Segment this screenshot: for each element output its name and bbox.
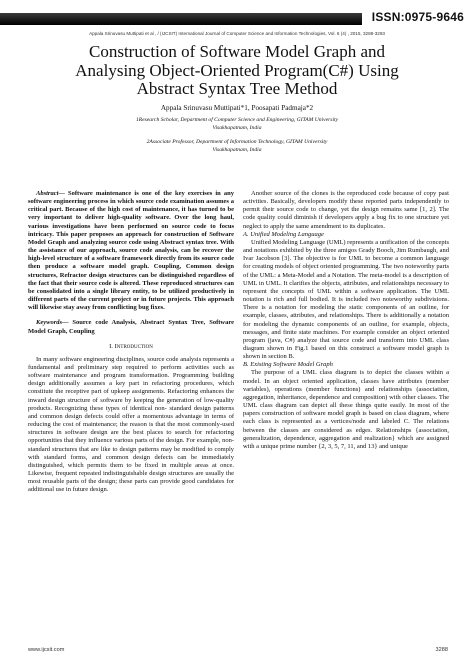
intro-paragraph: In many software engineering disciplines, source code analysis represents a fundamental and preliminary step required to perform activities such as software maintenance and program transformation. Programming building design additionally assumes a key part in refactoring procedures, which constitute the receptive part of upkeep assignments. Refactoring enhances the inward design structure of software by keeping the generation of low-quality products. Recognizing these types of identical non- standard design patterns and common design defects could offer a momentous advantage in terms of reducing the cost of maintenance; the reason is that the most commonly-used structures in software design are the best places to search for refactoring opportunities that they influence various parts of the design. For example, non-standard structures that are like to design patterns may be modified to comply with standard forms, and common design defects can be immediately distinguished, which permits them to be fixed in multiple areas at once. Likewise, frequent repeated indistinguishable design structures are usually the most reusable parts of the design; these parts can provide good candidates for additional use in future design.	[28, 355, 234, 494]
affiliation-1-line-2: Visakhapatnam, India	[212, 124, 262, 131]
section-heading-introduction: I. Introduction	[109, 342, 153, 350]
left-column	[28, 190, 234, 494]
keywords-label: Keywords	[36, 319, 62, 327]
page-number: 3288	[435, 647, 448, 653]
paper-title	[20, 43, 454, 99]
issn-label: ISSN:0975-9646	[371, 10, 464, 24]
clones-paragraph: Another source of the clones is the reproduced code because of copy past activities. Basically, developers modify these reported parts independently to permit their source code to change, yet the design remains same [1, 2]. The code quality could diminish if developers apply a bug fix to one structure yet neglect to apply the same amendment to its duplicates.	[243, 190, 449, 230]
keywords	[28, 319, 234, 335]
title-line-1: Construction of Software Model Graph and	[88, 42, 386, 61]
affiliation-1	[60, 117, 414, 132]
subsection-heading-uml: A. Unified Modeling Language	[243, 230, 324, 238]
subsection-heading-model-graph: B. Existing Software Model Graph	[243, 361, 333, 369]
affiliation-2	[60, 139, 414, 154]
abstract	[28, 190, 234, 312]
title-line-3: Abstract Syntax Tree Method	[136, 79, 338, 98]
footer-website[interactable]	[28, 647, 64, 653]
abstract-text: — Software maintenance is one of the key exercises in any software engineering process in which source code examination assumes a critical part. Because of the high cost of maintenance, it has turned to be very important to deliver high-quality software. Over the long haul, various investigations have been performed on source code to focus intricacy. This paper proposes an approach for construction of Software Model Graph and analyzing source code using Abstract syntax tree. With the assistance of our approach, source code analysis, can be recover the high-level structure of a software framework directly from its source code then produce a software model graph. Coupling, Common design structures, Refractor design structures can be distinguished regardless of the fact that their source code is altered. These reproduced structures can be consolidated into a single library entity, to be utilized productively in different parts of the current project or in future projects. This approach will likewise stay away from conflicting bug fixes.	[28, 190, 234, 312]
right-column	[243, 190, 449, 451]
authors: Appala Srinuvasu Muttipati*1, Poosapati Padmaja*2	[160, 104, 314, 112]
website-link[interactable]: www.ijcsit.com	[28, 647, 65, 653]
affiliation-1-line-1: 1Research Scholar, Department of Computer Science and Engineering, GITAM University	[135, 117, 339, 123]
affiliation-2-line-2: Visakhapatnam, India	[212, 146, 262, 153]
affiliation-2-line-1: 2Associate Professor, Department of Information Technology, GITAM University	[146, 139, 328, 145]
keywords-text: — Source code Analysis, Abstract Syntax Tree, Software Model Graph, Coupling	[28, 319, 234, 335]
uml-paragraph: Unified Modeling Language (UML) represents a unification of the concepts and notations exhibited by the three amigos Grady Booch, Jim Rumbaugh, and Ivar Jacobson [3]. The objective is for UML to become a common language for creating models of object oriented programming. The two noteworthy parts of the UML: a Meta-Model and a Notation. The meta-model is a description of UML in UML. It clarifies the objects, attributes, and relationships necessary to represent the concepts of UML within a software application. The UML notation is rich and full bodied. It is included two noteworthy subdivisions. There is a notation for modeling the static components of an outline, for example, classes, attributes, and relationships. There is additionally a notation for modeling the dynamic components of an outline, for example, objects, messages, and finite state machines. For example consider an object oriented program (java, C#) analyze that source code and transform into UML class diagram shown in Fig.1 based on this construct a software model graph is shown in section B.	[243, 238, 449, 361]
title-line-2: Analysing Object-Oriented Program(C#) Using	[75, 60, 399, 80]
abstract-label: Abstract	[36, 190, 59, 197]
model-graph-paragraph: The purpose of a UML class diagram is to depict the classes within a model. In an object oriented application, classes have attributes (member variables), operations (member functions) and relationships (association, aggregation, inheritance, dependence and composition) with other classes. The UML class diagram can depict all these things quite easily. In most of the papers construction of software model graph is based on class diagram, where each class is represented as a vertices/node and labeled C. The relations between the classes are considered as edges. Relationships {association, generalization, dependence, aggregation and realization} which are assigned with a unique prime number {2, 3, 5, 7, 11, and 13} and unique	[243, 369, 449, 450]
journal-citation: Appala Srinuvasu Muttipati et al , / (IJCSIT) International Journal of Computer Science and Information Technologies, Vol. 6 (4) , 2015, 3288-3293	[89, 31, 385, 36]
